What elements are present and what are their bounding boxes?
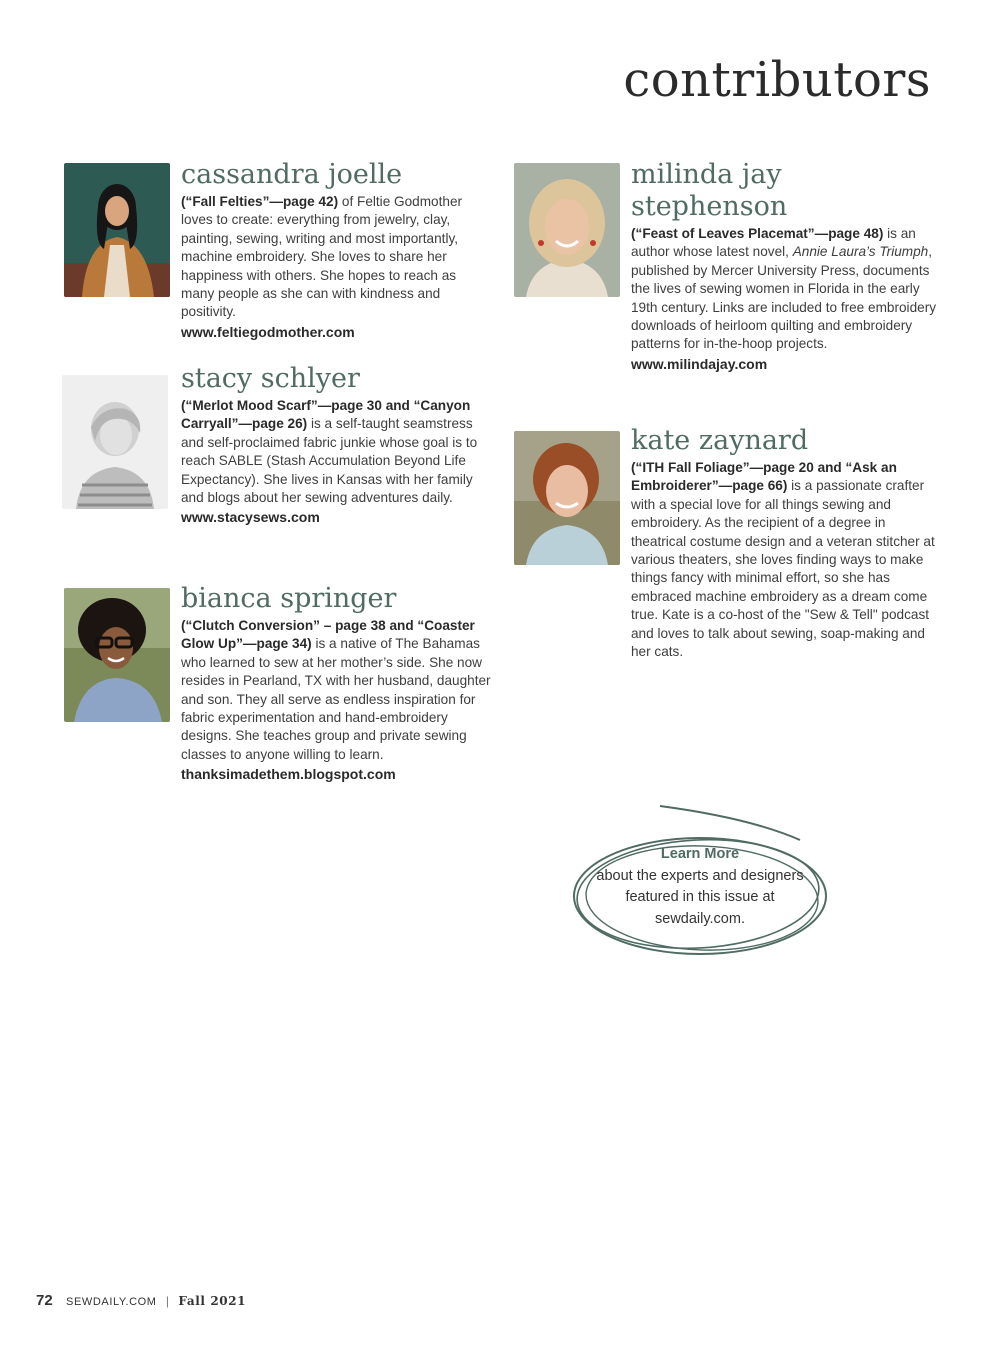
contributor-bio — [181, 397, 491, 527]
page-footer — [36, 1292, 246, 1309]
contributor-name: bianca springer — [181, 583, 397, 614]
callout-body: about the experts and designers featured in this issue at sewdaily.com. — [596, 867, 804, 927]
footer-issue: Fall 2021 — [178, 1294, 247, 1308]
contributor-bio — [181, 193, 491, 341]
contributor-bianca-springer — [181, 583, 491, 784]
callout-heading: Learn More — [660, 846, 740, 862]
learn-more-callout[interactable] — [560, 800, 840, 970]
footer-separator: | — [165, 1294, 170, 1308]
contributor-credits: (“ITH Fall Foliage”—page 20 and “Ask an Embroiderer”—page 66) — [631, 460, 897, 494]
contributor-bio — [631, 225, 941, 373]
contributor-stacy-schlyer — [181, 363, 491, 527]
contributor-bio-text: , published by Mercer University Press, documents the lives of sewing women in Florida in the early 19th century. Links are included to free embroidery downloads of heirloom quilting and embroidery patterns for in-the-hoop projects. — [631, 244, 937, 352]
contributor-credits: (“Merlot Mood Scarf”—page 30 and “Canyon Carryall”—page 26) — [181, 398, 471, 432]
callout-text — [590, 844, 810, 930]
contributor-cassandra-joelle — [181, 159, 491, 341]
contributor-photo-milinda — [514, 163, 620, 297]
contributor-photo-kate — [514, 431, 620, 565]
contributor-name: kate zaynard — [631, 425, 809, 456]
contributor-credits: (“Feast of Leaves Placemat”—page 48) — [631, 226, 884, 241]
contributor-photo-cassandra — [64, 163, 170, 297]
contributor-bio-text: is a native of The Bahamas who learned to sew at her mother’s side. She now resides in Pearland, TX with her husband, daughter and son. They all serve as endless inspiration for fabric experimentation and hand-embroidery designs. She teaches group and private sewing classes to anyone willing to learn. — [181, 636, 491, 762]
contributor-bio — [631, 459, 941, 661]
contributor-bio-text: is a passionate crafter with a special love for all things sewing and embroidery. As the recipient of a degree in theatrical costume design and a veteran stitcher at various theaters, she loves finding ways to make things fancy with minimal effort, so she has embraced machine embroidery as a dream come true. Kate is a co-host of the "Sew & Tell" podcast and loves to talk about sewing, soap-making and her cats. — [631, 478, 935, 660]
contributor-url[interactable]: www.feltiegodmother.com — [181, 323, 355, 340]
contributor-url[interactable]: www.milindajay.com — [631, 355, 768, 372]
footer-site: SEWDAILY.COM — [66, 1296, 157, 1308]
contributor-name: cassandra joelle — [181, 159, 403, 190]
contributor-bio-text: is a self-taught seamstress and self-proclaimed fabric junkie whose goal is to reach SABLE (Stash Accumulation Beyond Life Expectancy). She lives in Kansas with her family and blogs about her sewing adventures daily. — [181, 416, 478, 506]
contributor-milinda-jay-stephenson — [631, 159, 941, 373]
contributor-name: stacy schlyer — [181, 363, 360, 394]
contributor-credits: (“Clutch Conversion” – page 38 and “Coaster Glow Up”—page 34) — [181, 618, 475, 652]
contributor-photo-stacy — [62, 375, 168, 509]
contributor-bio-text: of Feltie Godmother loves to create: everything from jewelry, clay, painting, sewing, writing and most importantly, machine embroidery. She loves to share her happiness with others. She hopes to reach as many people as she can with kindness and positivity. — [181, 194, 463, 320]
contributor-photo-bianca — [64, 588, 170, 722]
contributor-credits: (“Fall Felties”—page 42) — [181, 194, 339, 209]
contributor-bio — [181, 617, 491, 784]
contributor-url[interactable]: www.stacysews.com — [181, 509, 320, 526]
page-title: contributors — [623, 52, 931, 108]
contributor-bio-text: is an author whose latest novel, — [631, 226, 916, 260]
page-number: 72 — [36, 1292, 53, 1309]
contributor-name: milinda jay stephenson — [631, 159, 788, 222]
book-title: Annie Laura’s Triumph — [792, 244, 929, 260]
contributor-url[interactable]: thanksimadethem.blogspot.com — [181, 766, 396, 783]
contributor-kate-zaynard — [631, 425, 941, 661]
